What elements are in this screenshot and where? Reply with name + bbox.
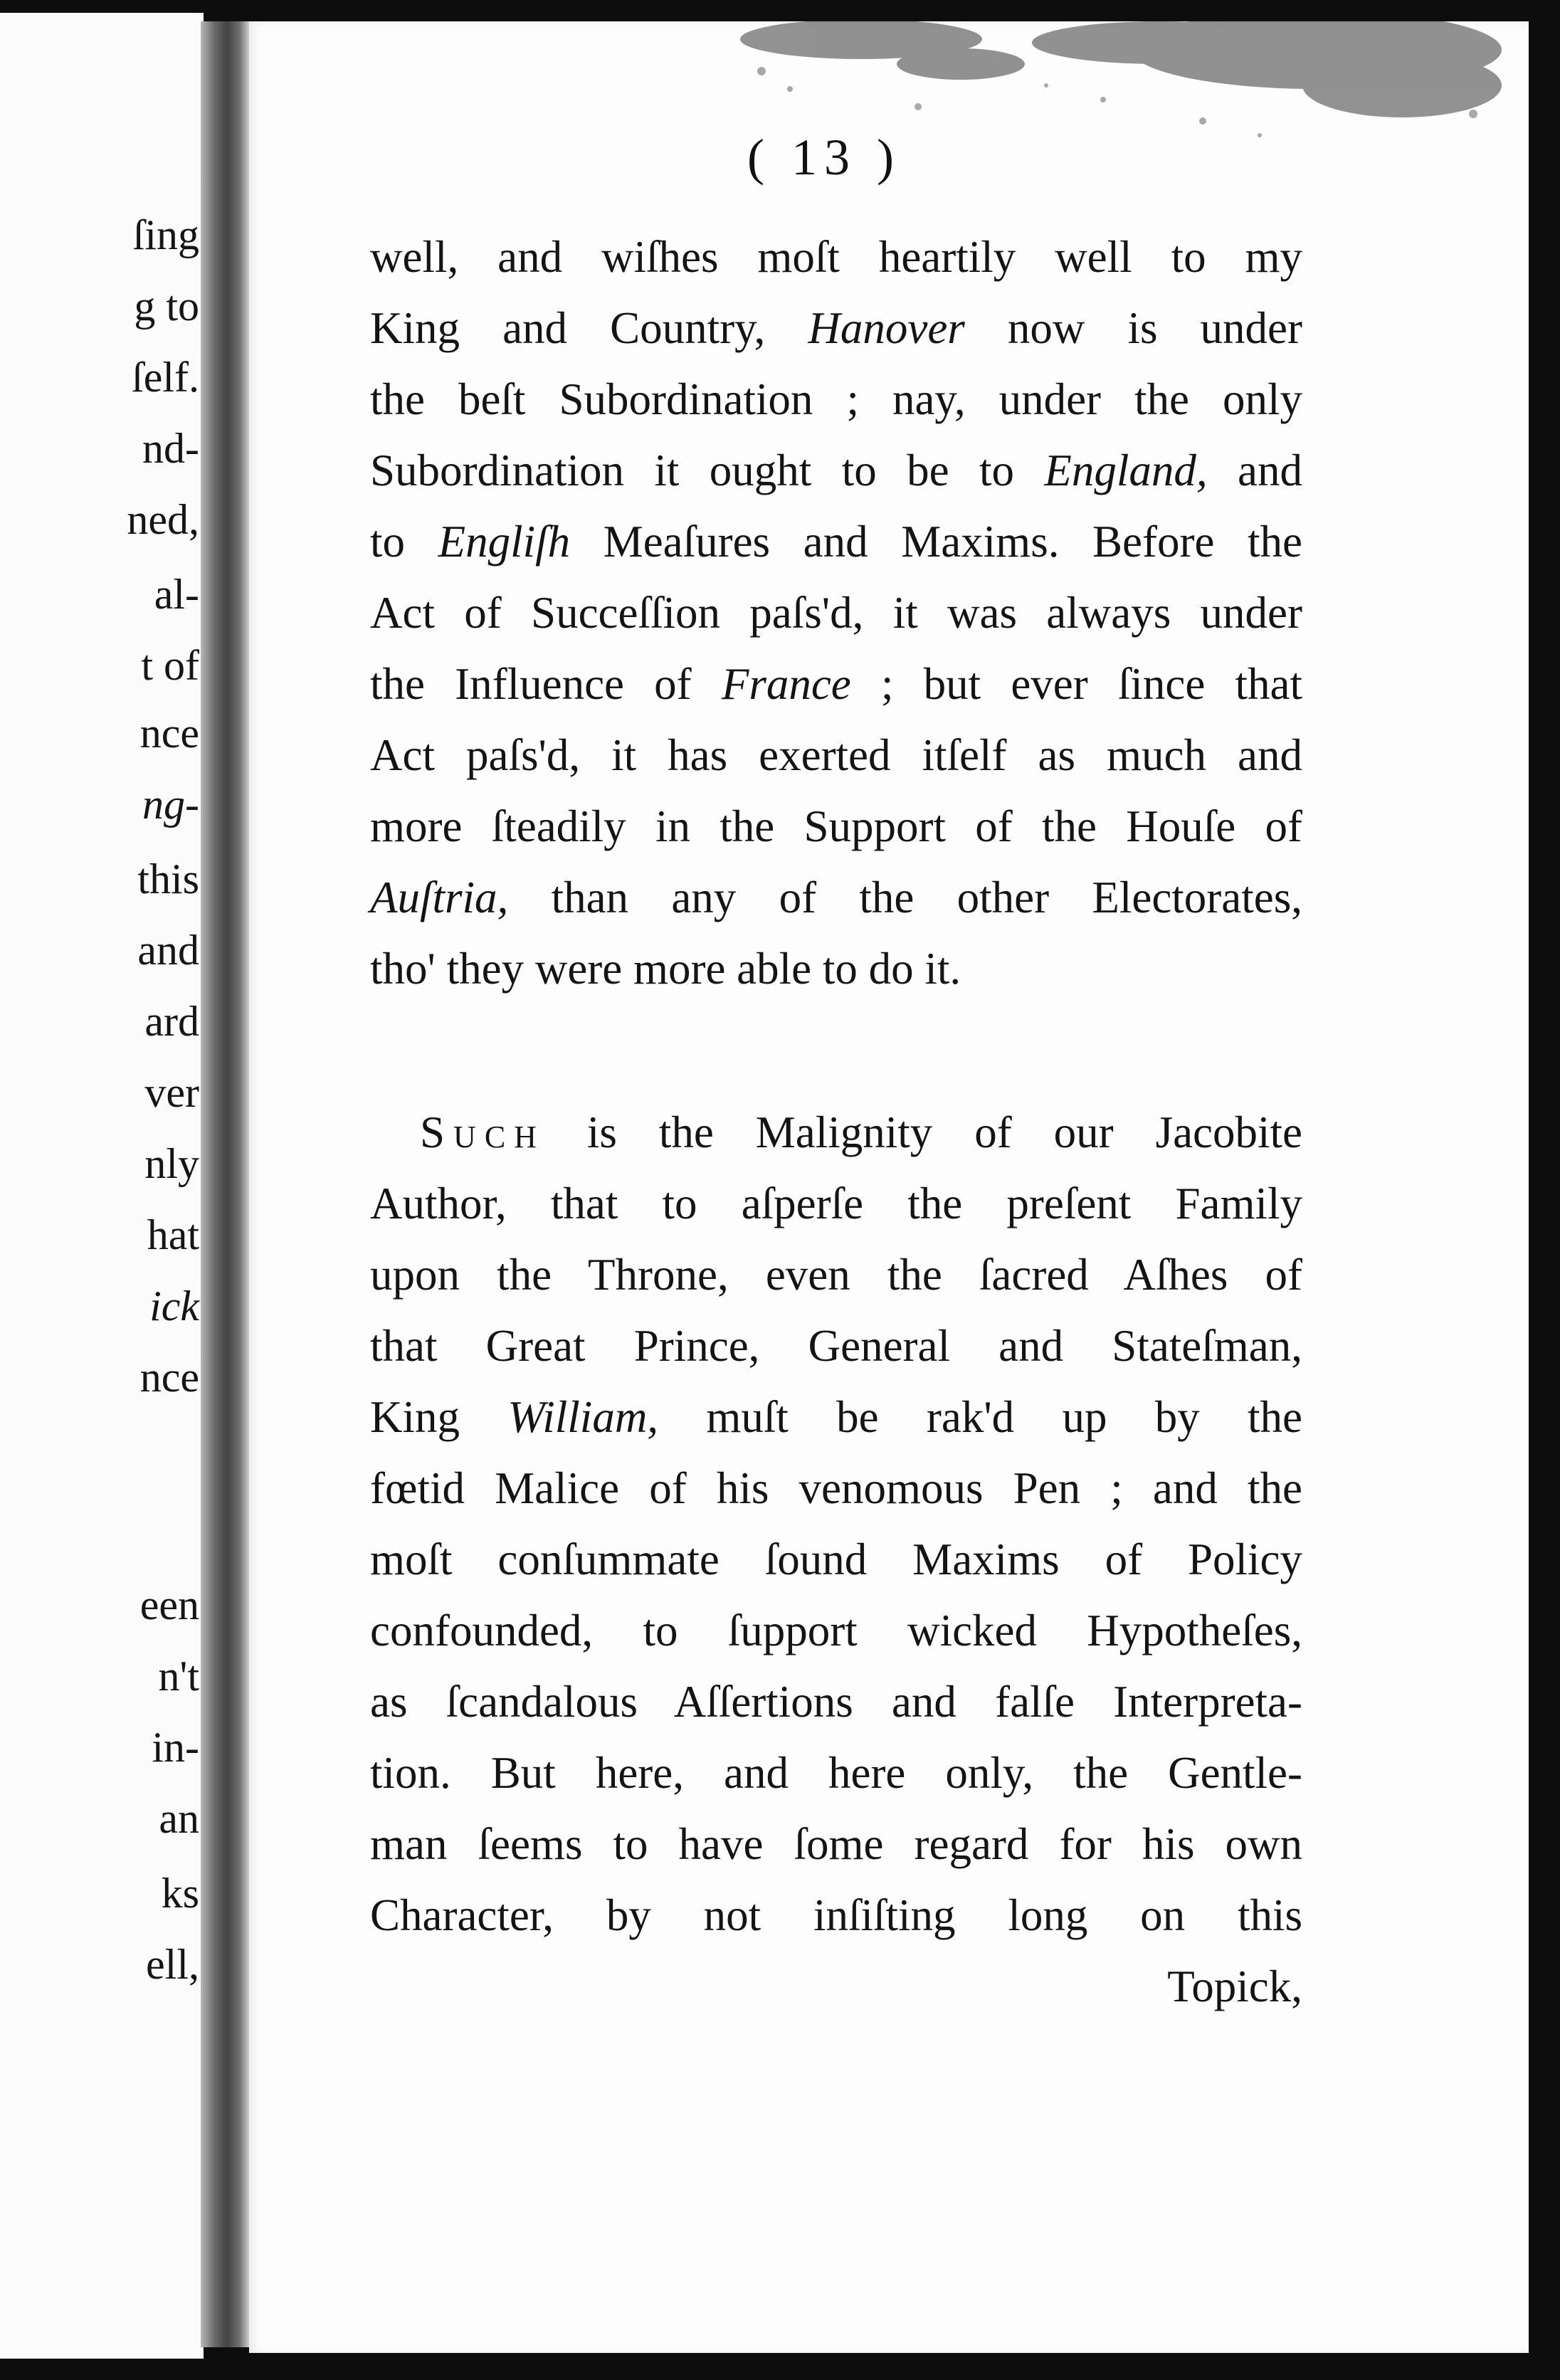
- text-line: [370, 303, 1302, 353]
- text-segment: tho' they were more able to do it.: [370, 944, 961, 994]
- text-segment: ; but ever ſince that: [850, 659, 1303, 709]
- left-page-fragment: in-: [152, 1724, 199, 1771]
- text-line: [370, 1608, 1302, 1653]
- text-line: [370, 1677, 1302, 1727]
- text-line: [370, 1181, 1302, 1226]
- text-line: [370, 1463, 1302, 1513]
- left-page-fragment: ſelf.: [132, 354, 199, 401]
- left-page-fragment: n't: [158, 1653, 199, 1700]
- text-segment: tion. But here, and here only, the Gentle-: [370, 1748, 1302, 1798]
- left-page-fragment: ng-: [142, 781, 199, 828]
- left-page-fragment: an: [159, 1795, 199, 1842]
- left-page: [0, 13, 204, 2359]
- text-segment: Act of Succeſſion paſs'd, it was always under: [370, 588, 1302, 638]
- left-page-fragment: t of: [141, 642, 199, 689]
- text-segment: the beſt Subordination ; nay, under the only: [370, 374, 1302, 424]
- text-segment: and: [1207, 446, 1302, 495]
- page-number: ( 13 ): [747, 129, 901, 186]
- text-segment: Subordination it ought to be to: [370, 446, 1045, 495]
- left-page-fragment: this: [137, 855, 199, 902]
- text-segment: upon the Throne, even the ſacred Aſhes of: [370, 1250, 1302, 1300]
- left-page-fragment: nce: [139, 1354, 199, 1401]
- left-page-fragment: ſing: [132, 211, 199, 258]
- text-segment: confounded, to ſupport wicked Hypotheſes,: [370, 1606, 1302, 1655]
- text-line: [370, 1534, 1302, 1584]
- text-segment: the Influence of: [370, 659, 722, 709]
- text-segment: now is under: [964, 303, 1302, 353]
- text-segment: more ſteadily in the Support of the Houſe of: [370, 801, 1302, 851]
- text-line: [370, 232, 1302, 282]
- paragraph-lead-word: Such: [420, 1107, 545, 1157]
- italic-segment: Auſtria,: [370, 873, 509, 922]
- text-segment: fœtid Malice of his venomous Pen ; and the: [370, 1463, 1302, 1513]
- italic-segment: France: [721, 659, 851, 709]
- text-line: [370, 1819, 1302, 1869]
- text-line: [370, 588, 1302, 638]
- text-line: [370, 801, 1302, 851]
- text-line: [370, 374, 1302, 424]
- text-segment: Author, that to aſperſe the preſent Family: [370, 1179, 1302, 1228]
- text-line: [370, 517, 1302, 567]
- text-line: [370, 1107, 1302, 1157]
- text-segment: moſt conſummate ſound Maxims of Policy: [370, 1534, 1302, 1584]
- text-segment: that Great Prince, General and Stateſman,: [370, 1321, 1302, 1371]
- left-page-fragment: nly: [144, 1140, 199, 1187]
- left-page-fragment: and: [137, 927, 199, 974]
- left-page-fragment: g to: [134, 283, 199, 330]
- text-line: [370, 1890, 1302, 1940]
- left-page-fragment: al-: [154, 571, 199, 618]
- text-line: [370, 659, 1303, 709]
- text-line: [370, 448, 1302, 493]
- italic-segment: England,: [1044, 446, 1208, 495]
- text-segment: than any of the other Electorates,: [508, 873, 1302, 922]
- left-page-fragment: nce: [139, 710, 199, 757]
- left-page-fragment: ick: [149, 1283, 199, 1329]
- left-page-fragment: nd-: [142, 425, 199, 472]
- italic-segment: William,: [507, 1392, 659, 1442]
- left-page-fragment: ard: [144, 998, 199, 1045]
- left-page-fragment: hat: [147, 1211, 199, 1258]
- text-line: [370, 1250, 1302, 1300]
- text-line: [370, 1321, 1302, 1371]
- text-line: [370, 1748, 1302, 1798]
- text-segment: Meaſures and Maxims. Before the: [570, 517, 1302, 567]
- text-line: [370, 944, 1302, 994]
- text-segment: Character, by not inſiſting long on this: [370, 1890, 1302, 1940]
- text-segment: muſt be rak'd up by the: [658, 1392, 1303, 1442]
- italic-segment: Engliſh: [438, 517, 571, 567]
- text-segment: to: [370, 517, 438, 567]
- left-page-fragment: ned,: [127, 496, 199, 543]
- text-segment: man ſeems to have ſome regard for his own: [370, 1819, 1302, 1869]
- italic-segment: Hanover: [808, 303, 965, 353]
- text-line: [370, 875, 1302, 920]
- paper-stain: [463, 21, 1530, 185]
- book-gutter: [201, 21, 249, 2347]
- text-segment: as ſcandalous Aſſertions and falſe Interpreta-: [370, 1677, 1302, 1727]
- text-segment: is the Malignity of our Jacobite: [544, 1107, 1302, 1157]
- text-line: [370, 730, 1302, 780]
- left-page-fragment: ell,: [146, 1941, 199, 1988]
- left-page-fragment: een: [139, 1581, 199, 1628]
- text-segment: King: [370, 1392, 508, 1442]
- text-line: [370, 1392, 1303, 1442]
- left-page-fragment: ks: [161, 1870, 199, 1917]
- catchword: Topick,: [1167, 1962, 1302, 2011]
- left-page-fragment: ver: [144, 1069, 199, 1116]
- text-segment: King and Country,: [370, 303, 808, 353]
- text-segment: Act paſs'd, it has exerted itſelf as much and: [370, 730, 1302, 780]
- text-segment: well, and wiſhes moſt heartily well to my: [370, 232, 1302, 282]
